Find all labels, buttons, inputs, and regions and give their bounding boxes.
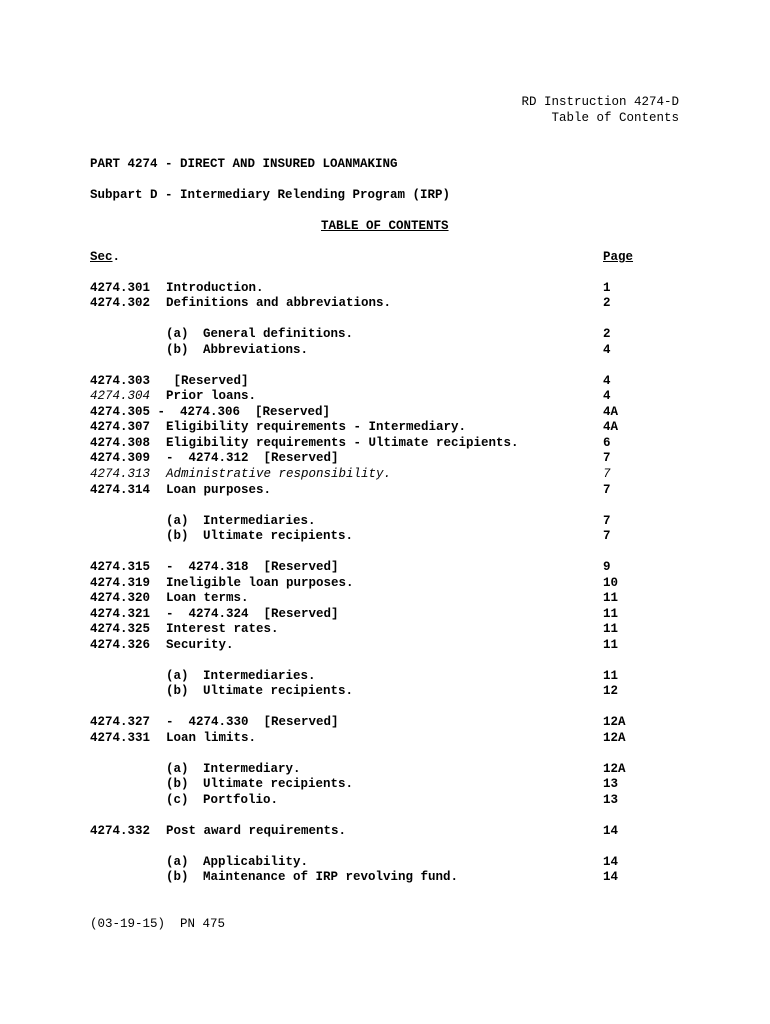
section-number: 4274.303	[90, 374, 151, 388]
page-number: 7	[603, 451, 611, 465]
subsection-title: Intermediary.	[203, 762, 301, 776]
toc-subrow	[0, 762, 770, 777]
page-number: 11	[603, 669, 619, 683]
page-number: 7	[603, 529, 611, 543]
section-title: Ineligible loan purposes.	[166, 576, 354, 590]
section-number: 4274.308	[90, 436, 151, 450]
toc-heading: TABLE OF CONTENTS	[321, 219, 449, 233]
page-number: 12	[603, 684, 619, 698]
subsection-label: (b)	[166, 343, 189, 357]
toc-row	[0, 607, 770, 622]
subsection-title: Intermediaries.	[203, 669, 316, 683]
page-number: 14	[603, 824, 619, 838]
page-number: 6	[603, 436, 611, 450]
toc-subrow	[0, 343, 770, 358]
subsection-title: Ultimate recipients.	[203, 777, 354, 791]
toc-row	[0, 591, 770, 606]
column-header-sec-text: Sec	[90, 250, 113, 264]
section-title: Eligibility requirements - Ultimate recipients.	[166, 436, 519, 450]
subsection-title: Abbreviations.	[203, 343, 309, 357]
page-number: 11	[603, 607, 619, 621]
toc-row	[0, 715, 770, 730]
section-number: 4274.332	[90, 824, 151, 838]
section-title: Prior loans.	[166, 389, 257, 403]
toc-subrow	[0, 793, 770, 808]
page-number: 11	[603, 591, 619, 605]
section-number: 4274.305 - 4274.306 [Reserved]	[90, 405, 331, 419]
toc-row	[0, 467, 770, 482]
section-title: - 4274.324 [Reserved]	[166, 607, 339, 621]
column-header-sec	[90, 250, 120, 265]
section-title: Definitions and abbreviations.	[166, 296, 392, 310]
subsection-title: Applicability.	[203, 855, 309, 869]
page-number: 2	[603, 327, 611, 341]
toc-subrow	[0, 684, 770, 699]
page-number: 4	[603, 374, 611, 388]
subsection-label: (b)	[166, 870, 189, 884]
section-title: Introduction.	[166, 281, 264, 295]
page-number: 12A	[603, 715, 626, 729]
subsection-label: (b)	[166, 529, 189, 543]
page-number: 2	[603, 296, 611, 310]
section-title: Security.	[166, 638, 234, 652]
page-number: 7	[603, 514, 611, 528]
section-title: [Reserved]	[166, 374, 249, 388]
page-number: 11	[603, 638, 619, 652]
page-number: 9	[603, 560, 611, 574]
section-title: Interest rates.	[166, 622, 279, 636]
toc-row	[0, 374, 770, 389]
toc-row	[0, 576, 770, 591]
toc-row	[0, 622, 770, 637]
subsection-title: General definitions.	[203, 327, 354, 341]
page-number: 4	[603, 343, 611, 357]
section-title: Post award requirements.	[166, 824, 347, 838]
subsection-label: (c)	[166, 793, 189, 807]
section-number: 4274.325	[90, 622, 151, 636]
section-number: 4274.315	[90, 560, 151, 574]
subsection-label: (b)	[166, 777, 189, 791]
section-number: 4274.304	[90, 389, 151, 403]
header-instruction: RD Instruction 4274-D	[521, 95, 679, 109]
toc-subrow	[0, 669, 770, 684]
page-number: 4	[603, 389, 611, 403]
subsection-title: Ultimate recipients.	[203, 684, 354, 698]
subsection-title: Portfolio.	[203, 793, 279, 807]
section-number: 4274.320	[90, 591, 151, 605]
section-number: 4274.307	[90, 420, 151, 434]
header-toc: Table of Contents	[551, 111, 679, 125]
page-number: 1	[603, 281, 611, 295]
section-number: 4274.319	[90, 576, 151, 590]
section-title: - 4274.330 [Reserved]	[166, 715, 339, 729]
section-number: 4274.301	[90, 281, 151, 295]
section-title: Eligibility requirements - Intermediary.	[166, 420, 467, 434]
page-number: 7	[603, 483, 611, 497]
page-number: 11	[603, 622, 619, 636]
toc-subrow	[0, 870, 770, 885]
section-title: Administrative responsibility.	[166, 467, 392, 481]
section-title: - 4274.318 [Reserved]	[166, 560, 339, 574]
toc-subrow	[0, 514, 770, 529]
section-title: Loan terms.	[166, 591, 249, 605]
toc-subrow	[0, 777, 770, 792]
toc-row	[0, 731, 770, 746]
toc-row	[0, 436, 770, 451]
page-number: 14	[603, 870, 619, 884]
toc-row	[0, 296, 770, 311]
page-number: 4A	[603, 420, 619, 434]
part-title: PART 4274 - DIRECT AND INSURED LOANMAKING	[90, 157, 398, 171]
toc-row	[0, 638, 770, 653]
page-number: 13	[603, 793, 619, 807]
toc-row	[0, 560, 770, 575]
toc-subrow	[0, 855, 770, 870]
page-number: 12A	[603, 762, 626, 776]
column-header-page: Page	[603, 250, 634, 264]
subsection-label: (b)	[166, 684, 189, 698]
section-number: 4274.302	[90, 296, 151, 310]
toc-row	[0, 405, 770, 420]
section-number: 4274.313	[90, 467, 151, 481]
section-number: 4274.321	[90, 607, 151, 621]
subsection-label: (a)	[166, 762, 189, 776]
page-number: 10	[603, 576, 619, 590]
toc-row	[0, 483, 770, 498]
page-number: 12A	[603, 731, 626, 745]
page-number: 4A	[603, 405, 619, 419]
toc-subrow	[0, 327, 770, 342]
subsection-title: Intermediaries.	[203, 514, 316, 528]
section-number: 4274.331	[90, 731, 151, 745]
page-number: 7	[603, 467, 611, 481]
section-number: 4274.326	[90, 638, 151, 652]
page-number: 14	[603, 855, 619, 869]
toc-row	[0, 824, 770, 839]
subsection-title: Ultimate recipients.	[203, 529, 354, 543]
subsection-label: (a)	[166, 514, 189, 528]
toc-subrow	[0, 529, 770, 544]
footer-date: (03-19-15) PN 475	[90, 917, 226, 931]
section-title: Loan limits.	[166, 731, 257, 745]
subsection-title: Maintenance of IRP revolving fund.	[203, 870, 459, 884]
section-number: 4274.314	[90, 483, 151, 497]
toc-row	[0, 451, 770, 466]
toc-row	[0, 389, 770, 404]
column-header-sec-dot: .	[112, 250, 121, 264]
section-title: Loan purposes.	[166, 483, 272, 497]
subpart-title: Subpart D - Intermediary Relending Program (IRP)	[90, 188, 451, 202]
subsection-label: (a)	[166, 855, 189, 869]
toc-row	[0, 420, 770, 435]
section-number: 4274.309	[90, 451, 151, 465]
page-number: 13	[603, 777, 619, 791]
toc-row	[0, 281, 770, 296]
section-number: 4274.327	[90, 715, 151, 729]
subsection-label: (a)	[166, 669, 189, 683]
subsection-label: (a)	[166, 327, 189, 341]
section-title: - 4274.312 [Reserved]	[166, 451, 339, 465]
